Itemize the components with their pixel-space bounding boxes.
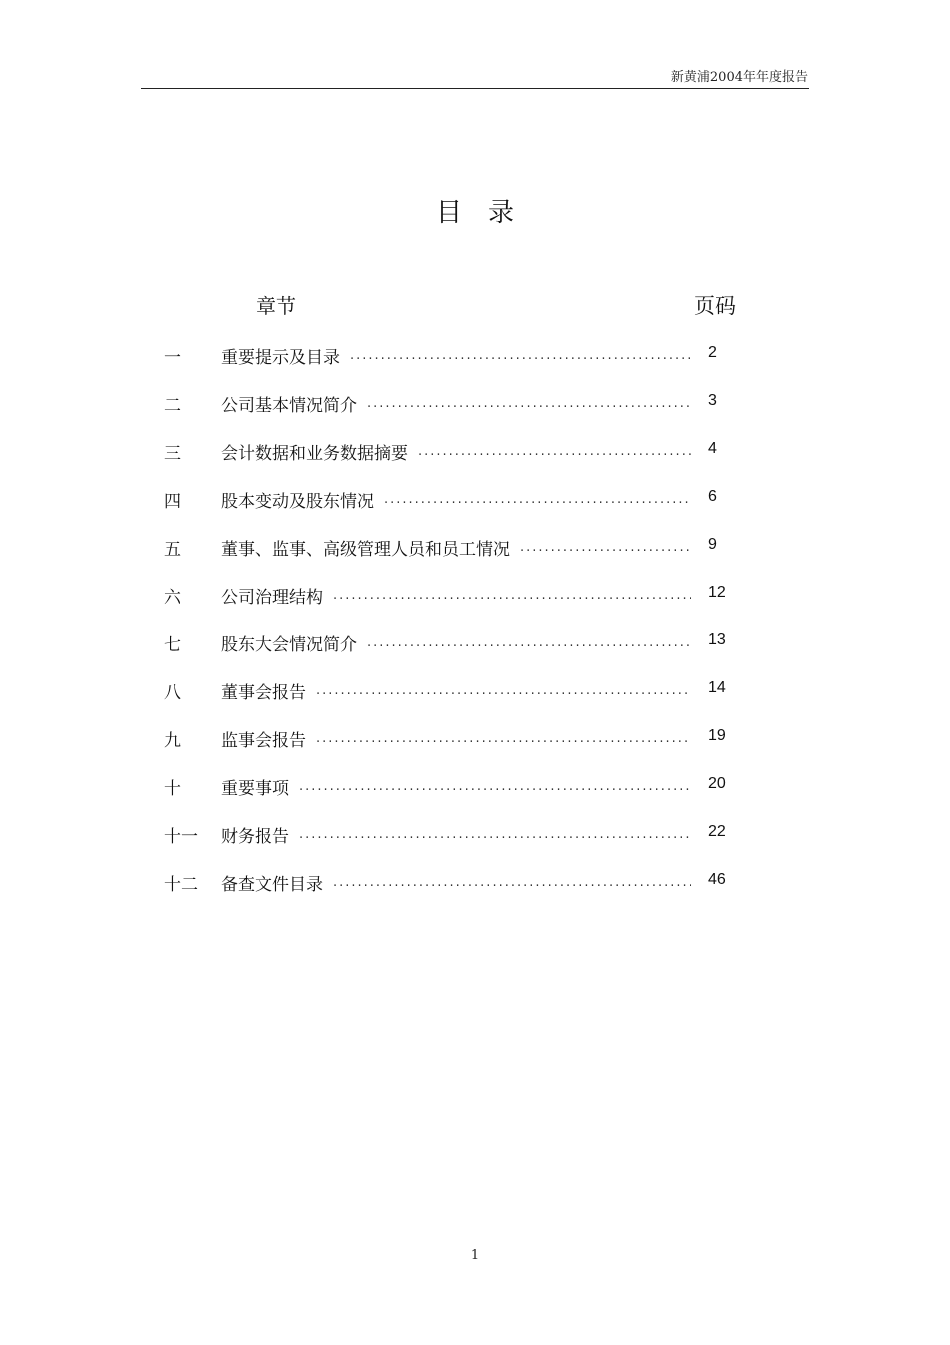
toc-entry[interactable] <box>0 583 950 609</box>
toc-entry-page: 9 <box>708 535 717 553</box>
toc-entry-title-wrap <box>221 343 691 368</box>
page-number: 1 <box>470 1248 480 1263</box>
toc-entry-title: 备查文件目录 <box>221 874 323 895</box>
toc-entry-page: 13 <box>708 631 726 649</box>
dot-leader <box>520 544 691 559</box>
toc-entry-title: 财务报告 <box>221 827 289 847</box>
toc-entry-number: 十 <box>164 779 181 800</box>
toc-entry[interactable] <box>0 870 950 896</box>
toc-entry-page: 12 <box>708 583 726 601</box>
toc-entry-page: 19 <box>708 727 726 745</box>
toc-entry-title: 会计数据和业务数据摘要 <box>221 443 408 464</box>
toc-entry-title: 股本变动及股东情况 <box>221 491 374 512</box>
toc-entry-title-wrap <box>221 822 691 847</box>
toc-entry-number: 一 <box>164 348 181 368</box>
toc-entry-number: 十二 <box>164 874 198 895</box>
dot-leader <box>384 496 691 511</box>
dot-leader <box>350 352 691 367</box>
dot-leader <box>367 639 691 654</box>
toc-entry-number: 三 <box>164 443 181 464</box>
toc-entry-title: 董事、监事、高级管理人员和员工情况 <box>221 539 510 560</box>
toc-entry-number: 五 <box>164 539 181 560</box>
toc-entry-page: 20 <box>708 775 726 793</box>
toc-entry-number: 八 <box>164 683 181 704</box>
toc-entry-title-wrap <box>221 391 691 416</box>
column-header-chapter: 章节 <box>256 294 296 318</box>
toc-entry[interactable] <box>0 391 950 417</box>
toc-entry[interactable] <box>0 487 950 513</box>
toc-entry-title-wrap <box>221 439 691 464</box>
toc-entry-page: 14 <box>708 679 726 697</box>
toc-entry-title: 重要提示及目录 <box>221 348 340 368</box>
toc-entry[interactable] <box>0 439 950 465</box>
toc-entry-title-wrap <box>221 487 691 512</box>
toc-entry-page: 4 <box>708 439 717 457</box>
toc-entry-page: 22 <box>708 823 726 840</box>
toc-entry-title-wrap <box>221 870 691 895</box>
page-title: 目录 <box>435 198 540 228</box>
running-header: 新黄浦2004年年度报告 <box>670 70 808 85</box>
toc-entry-title-wrap <box>221 535 691 560</box>
toc-entry-page: 46 <box>708 870 726 888</box>
toc-entry-title: 监事会报告 <box>221 731 306 752</box>
toc-entry-number: 六 <box>164 587 181 608</box>
toc-entry-page: 6 <box>708 487 717 505</box>
toc-entry-title-wrap <box>221 774 691 799</box>
toc-entry-page: 2 <box>708 344 717 361</box>
toc-entry-title: 股东大会情况简介 <box>221 635 357 656</box>
toc-entry-title: 公司治理结构 <box>221 587 323 608</box>
toc-entry[interactable] <box>0 535 950 561</box>
toc-entry-title: 重要事项 <box>221 779 289 800</box>
toc-entry[interactable] <box>0 726 950 752</box>
dot-leader <box>418 448 691 463</box>
toc-entry-title-wrap <box>221 630 691 655</box>
toc-entry[interactable] <box>0 678 950 704</box>
dot-leader <box>316 687 691 702</box>
toc-entry-title: 公司基本情况简介 <box>221 395 357 416</box>
toc-entry-title-wrap <box>221 583 691 608</box>
dot-leader <box>333 592 691 607</box>
toc-entry[interactable] <box>0 774 950 800</box>
dot-leader <box>299 783 691 798</box>
dot-leader <box>316 735 691 750</box>
dot-leader <box>299 831 691 846</box>
toc-entry-title-wrap <box>221 726 691 751</box>
toc-entry-number: 十一 <box>164 827 198 847</box>
dot-leader <box>367 400 691 415</box>
dot-leader <box>333 879 691 894</box>
toc-entry[interactable] <box>0 630 950 656</box>
toc-entry-number: 四 <box>164 491 181 512</box>
toc-entry[interactable] <box>0 343 950 369</box>
toc-entry-page: 3 <box>708 391 717 409</box>
column-header-page: 页码 <box>694 294 736 318</box>
toc-entry-title: 董事会报告 <box>221 683 306 704</box>
toc-entry-title-wrap <box>221 678 691 703</box>
toc-entry-number: 二 <box>164 395 181 416</box>
toc-entry-number: 九 <box>164 731 181 752</box>
toc-entry-number: 七 <box>164 635 181 656</box>
header-divider <box>141 88 809 89</box>
toc-entry[interactable] <box>0 822 950 848</box>
